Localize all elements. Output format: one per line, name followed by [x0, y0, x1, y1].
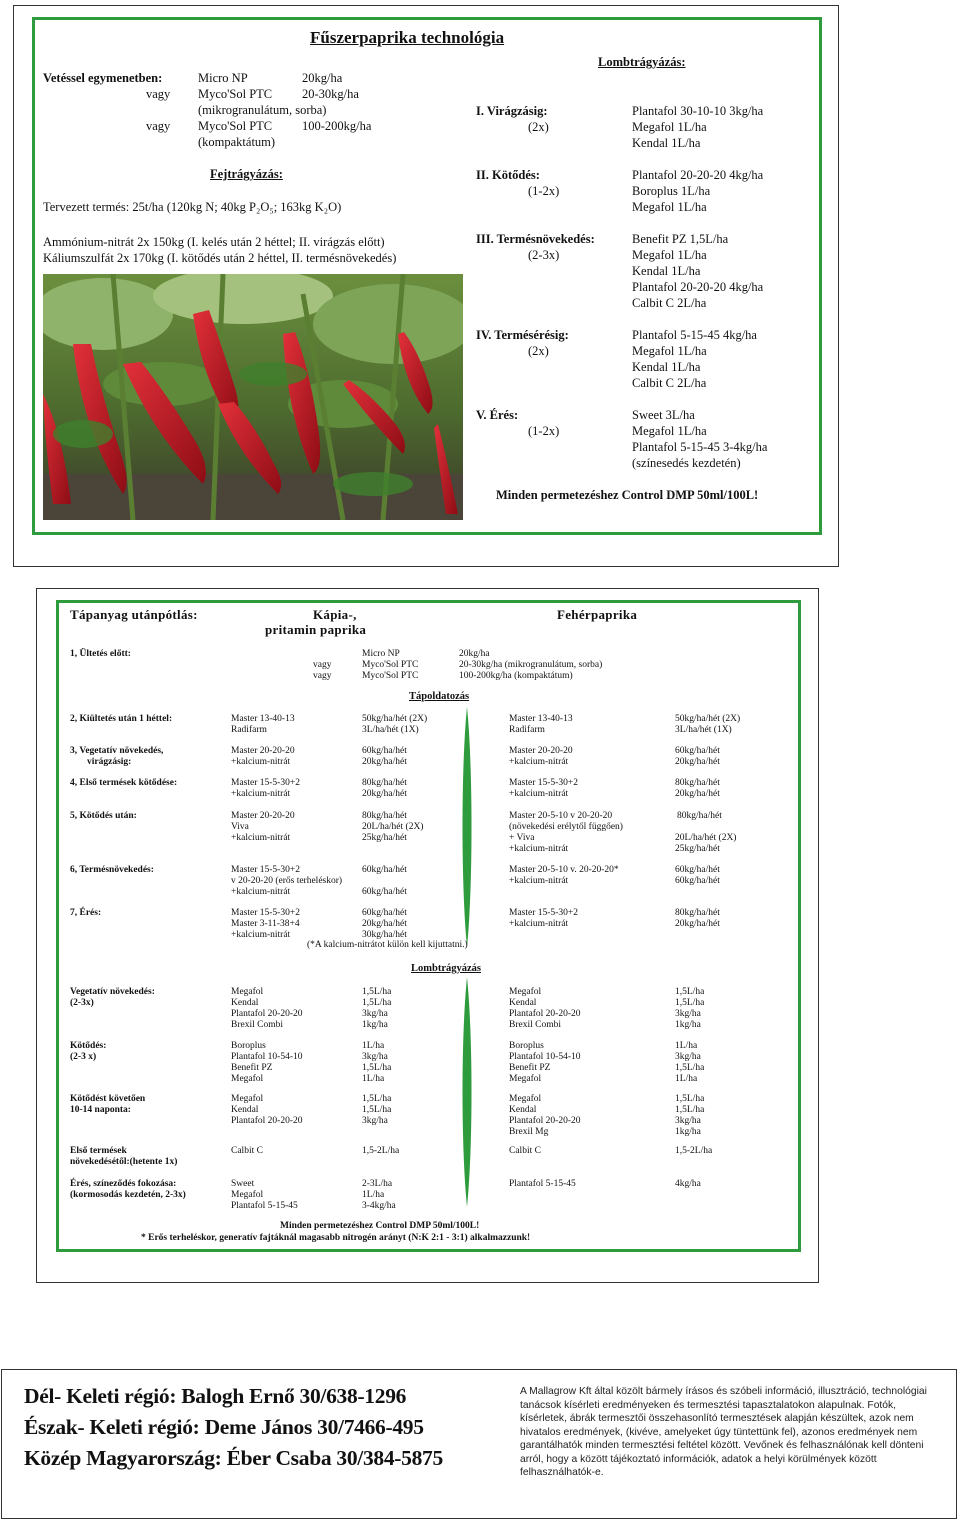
feherpaprika-product: +kalcium-nitrát — [509, 789, 569, 799]
feherpaprika-dose: 60kg/ha/hét — [675, 865, 720, 875]
foliar-product: Megafol 1L/ha — [632, 120, 707, 134]
kapia-feherpaprika-card — [36, 588, 819, 1283]
pre-planting-label: 1, Ültetés előtt: — [70, 649, 131, 659]
foliar-product: Megafol 1L/ha — [632, 200, 707, 214]
kapia-dose: 1kg/ha — [362, 1020, 388, 1030]
kapia-dose: 1L/ha — [362, 1190, 385, 1200]
foliar-product: Kendal 1L/ha — [632, 360, 701, 374]
kapia-dose: 1L/ha — [362, 1074, 385, 1084]
kapia-product: Plantafol 20-20-20 — [231, 1116, 303, 1126]
feherpaprika-product: Plantafol 20-20-20 — [509, 1009, 581, 1019]
foliar-divider — [461, 977, 473, 1207]
kapia-product: Kendal — [231, 998, 259, 1008]
stage-label: (2-3x) — [70, 998, 94, 1008]
feherpaprika-dose: 1L/ha — [675, 1074, 698, 1084]
foliar-product: Kendal 1L/ha — [632, 264, 701, 278]
kapia-dose: 1,5-2L/ha — [362, 1146, 400, 1156]
feherpaprika-dose: 3kg/ha — [675, 1009, 701, 1019]
feherpaprika-dose: 3kg/ha — [675, 1052, 701, 1062]
foliar-product: Plantafol 5-15-45 4kg/ha — [632, 328, 757, 342]
kapia-product: Megafol — [231, 987, 264, 997]
feherpaprika-dose: 4kg/ha — [675, 1179, 701, 1189]
kapia-product: Master 15-5-30+2 — [231, 778, 300, 788]
feherpaprika-dose: 1,5L/ha — [675, 987, 705, 997]
feherpaprika-product: Master 20-20-20 — [509, 746, 573, 756]
kapia-dose: 1,5L/ha — [362, 1094, 392, 1104]
kapia-dose: 3kg/ha — [362, 1052, 388, 1062]
feherpaprika-dose: 80kg/ha/hét — [675, 908, 720, 918]
feherpaprika-dose: 1,5L/ha — [675, 1063, 705, 1073]
card2-title-left: Tápanyag utánpótlás: — [70, 607, 198, 622]
region-contact-south-east: Dél- Keleti régió: Balogh Ernő 30/638-1296 — [24, 1384, 407, 1408]
top-dressing-line-2: Káliumszulfát 2x 170kg (I. kötődés után 2 héttel, II. termésnövekedés) — [43, 251, 397, 265]
card2-title-mid-1: Kápia-, — [313, 607, 357, 622]
feherpaprika-dose: 80kg/ha/hét — [677, 811, 722, 821]
kapia-product: Plantafol 5-15-45 — [231, 1201, 298, 1211]
sowing-prefix: vagy — [146, 87, 171, 101]
pre-planting-prefix: vagy — [313, 660, 332, 670]
feherpaprika-dose: 60kg/ha/hét — [675, 876, 720, 886]
feherpaprika-dose: 1,5L/ha — [675, 998, 705, 1008]
feherpaprika-dose: 50kg/ha/hét (2X) — [675, 714, 741, 724]
pre-planting-product: Myco'Sol PTC — [362, 671, 419, 681]
kapia-dose: 3kg/ha — [362, 1116, 388, 1126]
kapia-product: Brexil Combi — [231, 1020, 283, 1030]
stage-label: 3, Vegetatív növekedés, — [70, 746, 164, 756]
foliar-product: Megafol 1L/ha — [632, 248, 707, 262]
fertigation-heading: Tápoldatozás — [409, 691, 470, 702]
stage-label: Vegetatív növekedés: — [70, 987, 155, 997]
pre-planting-dose: 100-200kg/ha (kompaktátum) — [459, 671, 573, 681]
feherpaprika-product: Megafol — [509, 1074, 542, 1084]
kapia-dose: 60kg/ha/hét — [362, 908, 407, 918]
stage-label: 4, Első termések kötődése: — [70, 778, 178, 788]
feherpaprika-product: Brexil Mg — [509, 1127, 549, 1137]
foliar-product: Calbit C 2L/ha — [632, 296, 707, 310]
sowing-label: Vetéssel egymenetben: — [43, 71, 163, 85]
kapia-dose: 3kg/ha — [362, 1009, 388, 1019]
stage-label: 7, Érés: — [70, 908, 102, 918]
foliar-product: Sweet 3L/ha — [632, 408, 695, 422]
feherpaprika-product: +kalcium-nitrát — [509, 919, 569, 929]
feherpaprika-product: Plantafol 20-20-20 — [509, 1116, 581, 1126]
feherpaprika-product: Plantafol 10-54-10 — [509, 1052, 581, 1062]
feherpaprika-product: +kalcium-nitrát — [509, 844, 569, 854]
kapia-product: +kalcium-nitrát — [231, 930, 291, 940]
kapia-product: +kalcium-nitrát — [231, 757, 291, 767]
kapia-dose: 1,5L/ha — [362, 1105, 392, 1115]
kapia-product: Master 20-20-20 — [231, 746, 295, 756]
feherpaprika-product: Calbit C — [509, 1146, 541, 1156]
pre-planting-dose: 20-30kg/ha (mikrogranulátum, sorba) — [459, 660, 603, 670]
stage-label: 6, Termésnövekedés: — [70, 865, 154, 875]
foliar-product: Megafol 1L/ha — [632, 424, 707, 438]
feherpaprika-dose: 25kg/ha/hét — [675, 844, 720, 854]
card2-title-right: Fehérpaprika — [557, 607, 638, 622]
feherpaprika-dose: 1kg/ha — [675, 1127, 701, 1137]
feherpaprika-product: Plantafol 5-15-45 — [509, 1179, 576, 1189]
pre-planting-prefix: vagy — [313, 671, 332, 681]
contact-footer — [1, 1369, 957, 1519]
stage-label: virágzásig: — [87, 757, 132, 767]
foliar-product: (színesedés kezdetén) — [632, 456, 741, 470]
sowing-dose: 20-30kg/ha — [302, 87, 359, 101]
kapia-product: +kalcium-nitrát — [231, 833, 291, 843]
feherpaprika-product: Master 15-5-30+2 — [509, 908, 578, 918]
sowing-product: Micro NP — [198, 71, 248, 85]
foliar-product: Boroplus 1L/ha — [632, 184, 711, 198]
foliar-product: Kendal 1L/ha — [632, 136, 701, 150]
foliar-product: Plantafol 20-20-20 4kg/ha — [632, 280, 764, 294]
kapia-dose: 50kg/ha/hét (2X) — [362, 714, 428, 724]
region-contact-north-east: Észak- Keleti régió: Deme János 30/7466-495 — [24, 1415, 424, 1439]
disclaimer-text: A Mallagrow Kft által közölt bármely írásos és szóbeli információ, illusztráció, technológiai tanácsok kísérleti eredményeken és termesztési tapasztalatokon alapulnak. Fotók, kísérletek, ábrák termesztői összehasonlító termesztések alapján készültek, azok nem hivatalos eredmények, (kivéve, amelyeket úgy tüntettünk fel), azonos eredmények nem garantálhatók minden termesztési feltétel között. Vevőnek és felhasználónak kell dönteni arról, hogy a között tájékoztató információk, adatok a helyi körülmények között felhasználhatók-e. — [520, 1386, 927, 1478]
feherpaprika-dose: 1,5-2L/ha — [675, 1146, 713, 1156]
sowing-dose: 20kg/ha — [302, 71, 343, 85]
kapia-product: Megafol — [231, 1190, 264, 1200]
kapia-dose: 3L/ha/hét (1X) — [362, 725, 419, 735]
foliar-stage-count: (2-3x) — [528, 248, 560, 262]
stage-label: 10-14 naponta: — [70, 1105, 131, 1115]
foliar-product: Plantafol 20-20-20 4kg/ha — [632, 168, 764, 182]
foliar-footer: Minden permetezéshez Control DMP 50ml/100L! — [496, 488, 759, 502]
pre-planting-product: Myco'Sol PTC — [362, 660, 419, 670]
foliar-stage-count: (2x) — [528, 120, 549, 134]
feherpaprika-dose: 1,5L/ha — [675, 1105, 705, 1115]
kapia-product: +kalcium-nitrát — [231, 887, 291, 897]
kapia-product: Master 3-11-38+4 — [231, 919, 300, 929]
feherpaprika-dose: 20kg/ha/hét — [675, 757, 720, 767]
feherpaprika-dose: 20kg/ha/hét — [675, 919, 720, 929]
card2-footer-1: Minden permetezéshez Control DMP 50ml/100L! — [280, 1221, 480, 1231]
card2-footer-2: * Erős terheléskor, generatív fajtáknál magasabb nitrogén arányt (N:K 2:1 - 3:1) alkalmazzunk! — [141, 1233, 531, 1243]
foliar-stage-count: (1-2x) — [528, 184, 560, 198]
kapia-dose: 60kg/ha/hét — [362, 746, 407, 756]
kapia-product: Megafol — [231, 1094, 264, 1104]
feherpaprika-product: + Viva — [509, 833, 535, 843]
kapia-dose: 1,5L/ha — [362, 987, 392, 997]
kapia-dose: 1L/ha — [362, 1041, 385, 1051]
kapia-product: Benefit PZ — [231, 1063, 273, 1073]
feherpaprika-product: Kendal — [509, 1105, 537, 1115]
kapia-dose: 1,5L/ha — [362, 998, 392, 1008]
kapia-dose: 1,5L/ha — [362, 1063, 392, 1073]
kapia-dose: 20kg/ha/hét — [362, 789, 407, 799]
foliar-product: Calbit C 2L/ha — [632, 376, 707, 390]
feherpaprika-dose: 3L/ha/hét (1X) — [675, 725, 732, 735]
feherpaprika-dose: 20L/ha/hét (2X) — [675, 833, 737, 843]
calcium-note: (*A kalcium-nitrátot külön kell kijuttatni.) — [307, 940, 468, 950]
kapia-product: Megafol — [231, 1074, 264, 1084]
feherpaprika-product: Megafol — [509, 1094, 542, 1104]
feherpaprika-product: Megafol — [509, 987, 542, 997]
sowing-product: (kompaktátum) — [198, 135, 276, 149]
pepper-photo — [43, 274, 463, 520]
kapia-product: Plantafol 20-20-20 — [231, 1009, 303, 1019]
foliar-heading: Lombtrágyázás: — [598, 55, 686, 69]
kapia-dose: 20L/ha/hét (2X) — [362, 822, 424, 832]
sowing-product: Myco'Sol PTC — [198, 87, 273, 101]
kapia-product: +kalcium-nitrát — [231, 789, 291, 799]
foliar-stage-name: IV. Termésérésig: — [476, 328, 569, 342]
stage-label: Kötődés: — [70, 1041, 107, 1051]
foliar-product: Benefit PZ 1,5L/ha — [632, 232, 729, 246]
feherpaprika-dose: 60kg/ha/hét — [675, 746, 720, 756]
feherpaprika-product: Master 20-5-10 v 20-20-20 — [509, 811, 613, 821]
feherpaprika-product: (növekedési erélytől függően) — [509, 822, 623, 832]
foliar-product: Megafol 1L/ha — [632, 344, 707, 358]
kapia-product: Plantafol 10-54-10 — [231, 1052, 303, 1062]
top-dressing-line-1: Ammónium-nitrát 2x 150kg (I. kelés után 2 héttel; II. virágzás előtt) — [43, 235, 385, 249]
stage-label: Első termések — [70, 1146, 127, 1156]
kapia-dose: 3-4kg/ha — [362, 1201, 396, 1211]
feherpaprika-product: Master 15-5-30+2 — [509, 778, 578, 788]
top-dressing-heading: Fejtrágyázás: — [210, 167, 283, 181]
kapia-dose: 2-3L/ha — [362, 1179, 393, 1189]
card1-title: Fűszerpaprika technológia — [310, 28, 505, 47]
stage-label: Kötődést követően — [70, 1094, 146, 1104]
feherpaprika-product: +kalcium-nitrát — [509, 757, 569, 767]
stage-label: (2-3 x) — [70, 1052, 97, 1062]
stage-label: 5, Kötődés után: — [70, 811, 137, 821]
feherpaprika-product: Master 13-40-13 — [509, 714, 573, 724]
kapia-product: v 20-20-20 (erős terheléskor) — [231, 876, 343, 886]
feherpaprika-product: Boroplus — [509, 1041, 544, 1051]
kapia-dose: 80kg/ha/hét — [362, 811, 407, 821]
kapia-dose: 60kg/ha/hét — [362, 865, 407, 875]
feherpaprika-product: +kalcium-nitrát — [509, 876, 569, 886]
stage-label: növekedésétől:(hetente 1x) — [70, 1157, 178, 1167]
kapia-dose: 80kg/ha/hét — [362, 778, 407, 788]
feherpaprika-dose: 80kg/ha/hét — [675, 778, 720, 788]
stage-label: 2, Kiültetés után 1 héttel: — [70, 714, 173, 724]
sowing-product: (mikrogranulátum, sorba) — [198, 103, 327, 117]
feherpaprika-dose: 20kg/ha/hét — [675, 789, 720, 799]
feherpaprika-dose: 1,5L/ha — [675, 1094, 705, 1104]
kapia-product: Kendal — [231, 1105, 259, 1115]
kapia-product: Master 20-20-20 — [231, 811, 295, 821]
foliar-stage-name: II. Kötődés: — [476, 168, 540, 182]
region-contact-central: Közép Magyarország: Éber Csaba 30/384-5875 — [24, 1446, 443, 1470]
kapia-dose: 20kg/ha/hét — [362, 757, 407, 767]
sowing-product: Myco'Sol PTC — [198, 119, 273, 133]
foliar-stage-count: (1-2x) — [528, 424, 560, 438]
kapia-dose: 60kg/ha/hét — [362, 887, 407, 897]
kapia-product: Master 13-40-13 — [231, 714, 295, 724]
kapia-dose: 25kg/ha/hét — [362, 833, 407, 843]
kapia-product: Master 15-5-30+2 — [231, 865, 300, 875]
pre-planting-product: Micro NP — [362, 649, 400, 659]
kapia-product: Master 15-5-30+2 — [231, 908, 300, 918]
foliar-stage-name: I. Virágzásig: — [476, 104, 548, 118]
stage-label: Érés, színeződés fokozása: — [70, 1179, 177, 1189]
feherpaprika-product: Benefit PZ — [509, 1063, 551, 1073]
fuszerpaprika-card — [13, 5, 839, 567]
kapia-product: Radifarm — [231, 725, 267, 735]
foliar-stage-name: V. Érés: — [476, 408, 519, 422]
pre-planting-dose: 20kg/ha — [459, 649, 490, 659]
feherpaprika-dose: 1L/ha — [675, 1041, 698, 1051]
planned-yield: Tervezett termés: 25t/ha (120kg N; 40kg P₂O₅; 163kg K₂O) — [43, 200, 342, 214]
sowing-prefix: vagy — [146, 119, 171, 133]
foliar-stage-count: (2x) — [528, 344, 549, 358]
kapia-product: Viva — [231, 822, 249, 832]
feherpaprika-dose: 3kg/ha — [675, 1116, 701, 1126]
feherpaprika-product: Master 20-5-10 v. 20-20-20* — [509, 865, 619, 875]
kapia-product: Calbit C — [231, 1146, 263, 1156]
card2-title-mid-2: pritamin paprika — [265, 622, 367, 637]
kapia-dose: 20kg/ha/hét — [362, 919, 407, 929]
stage-label: (kormosodás kezdetén, 2-3x) — [70, 1190, 186, 1200]
sowing-dose: 100-200kg/ha — [302, 119, 372, 133]
feherpaprika-product: Brexil Combi — [509, 1020, 561, 1030]
foliar-product: Plantafol 30-10-10 3kg/ha — [632, 104, 764, 118]
foliar-stage-name: III. Termésnövekedés: — [476, 232, 595, 246]
foliar-product: Plantafol 5-15-45 3-4kg/ha — [632, 440, 768, 454]
feherpaprika-product: Radifarm — [509, 725, 545, 735]
kapia-dose: 30kg/ha/hét — [362, 930, 407, 940]
kapia-product: Sweet — [231, 1179, 255, 1189]
card2-foliar-heading: Lombtrágyázás — [411, 963, 481, 974]
feherpaprika-dose: 1kg/ha — [675, 1020, 701, 1030]
kapia-product: Boroplus — [231, 1041, 266, 1051]
fertigation-divider — [461, 707, 473, 947]
feherpaprika-product: Kendal — [509, 998, 537, 1008]
